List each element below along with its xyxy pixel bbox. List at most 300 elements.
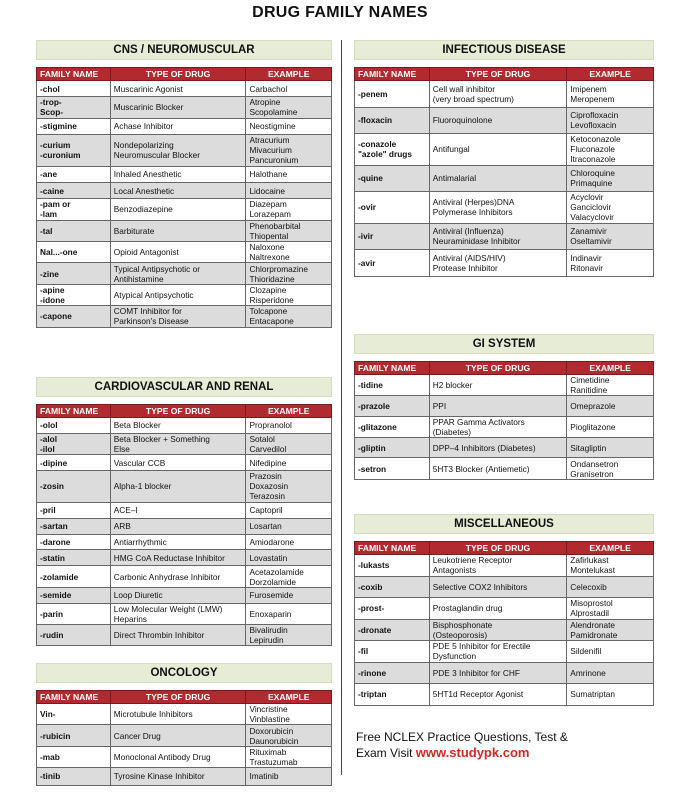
footer-line2 (356, 745, 656, 761)
example-cell (246, 306, 332, 327)
table-row (37, 284, 332, 305)
family-name-cell-line: -statin (40, 552, 65, 563)
drug-type-cell (110, 625, 246, 646)
example-cell (567, 576, 654, 598)
table-row (37, 241, 332, 262)
family-name-cell-line: -prost- (358, 603, 385, 614)
family-name-header: FAMILY NAME (37, 691, 111, 704)
family-name-cell-line: -zolamide (40, 571, 79, 582)
example-cell-line: Misoprostol (570, 598, 613, 609)
table-row (37, 550, 332, 566)
family-name-cell (37, 625, 111, 646)
family-name-cell (37, 220, 111, 241)
example-cell-line: Naltrexone (249, 252, 290, 263)
table-row (355, 416, 654, 437)
drug-type-cell-line: DPP–4 Inhibitors (Diabetes) (432, 442, 536, 453)
table-row (37, 118, 332, 134)
family-name-cell-line: -zine (40, 268, 59, 279)
drug-type-cell-line: Antifungal (432, 144, 470, 155)
family-name-cell (355, 223, 430, 250)
drug-type-cell-line: 5HT1d Receptor Agonist (432, 689, 524, 700)
family-name-cell (37, 81, 111, 97)
table-row (37, 502, 332, 518)
drug-type-cell (429, 576, 567, 598)
drug-type-cell (429, 598, 567, 620)
example-cell (567, 192, 654, 224)
example-cell-line: Vinblastine (249, 714, 290, 725)
example-cell-line: Losartan (249, 521, 282, 532)
family-name-cell-line: -avir (358, 257, 376, 268)
family-name-cell-line: -apine (40, 284, 65, 295)
type-of-drug-header: TYPE OF DRUG (429, 68, 567, 81)
table-row (37, 746, 332, 767)
type-of-drug-header: TYPE OF DRUG (110, 405, 246, 418)
drug-type-cell (110, 134, 246, 166)
family-name-cell-line: -pril (40, 505, 56, 516)
drug-table (354, 541, 654, 706)
table-row (37, 534, 332, 550)
example-cell (246, 455, 332, 471)
example-cell (246, 471, 332, 503)
example-cell (246, 220, 332, 241)
family-name-cell-line: -dipine (40, 457, 68, 468)
type-of-drug-header: TYPE OF DRUG (429, 362, 567, 375)
family-name-cell-line: -fil (358, 646, 369, 657)
drug-type-cell-line: Leukotriene Receptor (432, 555, 513, 566)
family-name-cell (37, 768, 111, 786)
drug-type-cell (110, 263, 246, 284)
table-row (37, 587, 332, 603)
example-cell (246, 704, 332, 725)
drug-type-cell (110, 768, 246, 786)
section-title: CARDIOVASCULAR AND RENAL (36, 377, 332, 397)
drug-type-cell (429, 134, 567, 166)
example-header: EXAMPLE (246, 405, 332, 418)
drug-type-cell (110, 550, 246, 566)
example-cell-line: Imipenem (570, 83, 607, 94)
example-cell-line: Omeprazole (570, 401, 616, 412)
drug-type-cell (429, 250, 567, 277)
example-cell-line: Diazepam (249, 199, 287, 210)
drug-table (354, 361, 654, 480)
drug-type-cell (110, 534, 246, 550)
drug-type-cell-line: ARB (113, 521, 131, 532)
drug-table (36, 690, 332, 786)
example-cell-line: Cimetidine (570, 375, 610, 386)
drug-type-cell (110, 182, 246, 198)
example-cell-line: Ketoconazole (570, 134, 621, 145)
table-header-row (355, 542, 654, 555)
footer (356, 729, 656, 761)
family-name-cell (37, 704, 111, 725)
drug-type-cell-line: Vascular CCB (113, 457, 166, 468)
family-name-cell (355, 684, 430, 706)
drug-type-cell-line: H2 blocker (432, 380, 473, 391)
example-cell-line: Amiodarone (249, 536, 295, 547)
family-name-cell-line: -rubicin (40, 730, 71, 741)
example-header: EXAMPLE (246, 691, 332, 704)
drug-type-cell (429, 107, 567, 134)
drug-type-cell-line: COMT Inhibitor for (113, 306, 182, 317)
family-name-cell (37, 603, 111, 624)
drug-type-cell (429, 619, 567, 641)
family-name-cell (355, 375, 430, 396)
drug-type-cell-line: Low Molecular Weight (LMW) (113, 603, 223, 614)
family-name-cell-line: -capone (40, 311, 72, 322)
table-row (355, 458, 654, 479)
drug-table (354, 67, 654, 277)
family-name-cell (355, 81, 430, 108)
example-cell-line: Naloxone (249, 242, 285, 253)
drug-type-cell-line: Typical Antipsychotic or (113, 263, 200, 274)
family-name-cell (355, 250, 430, 277)
drug-type-cell (429, 662, 567, 684)
family-name-cell (37, 241, 111, 262)
section-cardio (36, 377, 332, 646)
example-cell-line: Lidocaine (249, 185, 285, 196)
family-name-cell (355, 641, 430, 663)
family-name-cell-line: -quine (358, 173, 383, 184)
example-cell (246, 199, 332, 220)
table-row (355, 107, 654, 134)
drug-type-cell-line: Antihistamine (113, 273, 164, 284)
family-name-cell-line: "azole" drugs (358, 149, 412, 160)
example-cell (246, 746, 332, 767)
family-name-cell (37, 418, 111, 434)
table-row (355, 438, 654, 458)
table-row (355, 598, 654, 620)
family-name-cell (355, 619, 430, 641)
example-cell-line: Oseltamivir (570, 236, 612, 247)
family-name-cell (37, 97, 111, 118)
example-cell (246, 625, 332, 646)
family-name-cell-line: -tidine (358, 380, 383, 391)
example-cell-line: Chlorpromazine (249, 263, 309, 274)
drug-type-cell (110, 220, 246, 241)
example-cell (246, 768, 332, 786)
example-cell-line: Itraconazole (570, 154, 616, 165)
section-title: MISCELLANEOUS (354, 514, 654, 534)
example-cell-line: Granisetron (570, 468, 614, 479)
table-row (37, 725, 332, 746)
table-row (355, 576, 654, 598)
example-cell (246, 284, 332, 305)
drug-type-cell-line: Bisphosphonate (432, 619, 493, 630)
example-cell (567, 641, 654, 663)
family-name-cell (37, 746, 111, 767)
family-name-cell (37, 284, 111, 305)
example-cell-line: Terazosin (249, 491, 285, 502)
drug-table (36, 404, 332, 646)
table-row (37, 433, 332, 454)
family-name-cell-line: -mab (40, 751, 60, 762)
drug-type-cell (110, 455, 246, 471)
table-row (355, 223, 654, 250)
table-row (355, 81, 654, 108)
family-name-cell (355, 576, 430, 598)
example-header: EXAMPLE (246, 68, 332, 81)
family-name-header: FAMILY NAME (355, 542, 430, 555)
drug-type-cell-line: Achase Inhibitor (113, 121, 174, 132)
family-name-cell (37, 534, 111, 550)
example-cell (567, 458, 654, 479)
example-cell-line: Pioglitazone (570, 421, 616, 432)
table-row (37, 182, 332, 198)
family-name-cell (355, 416, 430, 437)
drug-type-cell-line: Microtubule Inhibitors (113, 709, 193, 720)
family-name-cell-line: -ilol (40, 444, 55, 455)
family-name-header: FAMILY NAME (37, 68, 111, 81)
family-name-cell (37, 566, 111, 587)
drug-type-cell-line: Parkinson's Disease (113, 316, 189, 327)
family-name-cell-line: -caine (40, 185, 64, 196)
example-cell-line: Alprostadil (570, 608, 610, 619)
drug-type-cell-line: Muscarinic Agonist (113, 83, 183, 94)
drug-type-cell-line: Selective COX2 Inhibitors (432, 581, 528, 592)
drug-type-cell-line: PDE 5 Inhibitor for Erectile (432, 641, 531, 652)
drug-type-cell (429, 375, 567, 396)
table-row (355, 250, 654, 277)
example-cell-line: Clozapine (249, 284, 287, 295)
section-title: ONCOLOGY (36, 663, 332, 683)
table-row (37, 199, 332, 220)
example-cell-line: Sildenifil (570, 646, 602, 657)
drug-type-cell-line: Antimalarial (432, 173, 477, 184)
example-cell-line: Halothane (249, 169, 288, 180)
family-name-cell-line: -gliptin (358, 442, 386, 453)
table-row (355, 555, 654, 577)
example-cell-line: Indinavir (570, 252, 602, 263)
family-name-cell (355, 458, 430, 479)
section-title: CNS / NEUROMUSCULAR (36, 40, 332, 60)
family-name-cell-line: -curonium (40, 150, 81, 161)
example-cell (246, 118, 332, 134)
drug-table (36, 67, 332, 328)
family-name-header: FAMILY NAME (355, 362, 430, 375)
drug-type-cell-line: (very broad spectrum) (432, 93, 514, 104)
drug-type-cell (110, 587, 246, 603)
drug-type-cell-line: Cancer Drug (113, 730, 161, 741)
example-cell (246, 502, 332, 518)
example-cell-line: Atropine (249, 97, 281, 108)
drug-type-cell (110, 746, 246, 767)
family-name-cell (355, 598, 430, 620)
example-cell-line: Sotalol (249, 434, 275, 445)
family-name-cell (355, 396, 430, 416)
example-cell-line: Daunorubicin (249, 735, 299, 746)
footer-url[interactable]: www.studypk.com (415, 745, 530, 760)
drug-type-cell (110, 306, 246, 327)
example-cell (246, 725, 332, 746)
drug-type-cell-line: Heparins (113, 613, 147, 624)
family-name-cell (37, 550, 111, 566)
drug-type-cell (429, 555, 567, 577)
family-name-cell (37, 725, 111, 746)
table-header-row (355, 362, 654, 375)
example-cell (246, 433, 332, 454)
example-cell-line: Mivacurium (249, 145, 292, 156)
example-cell-line: Tolcapone (249, 306, 288, 317)
drug-type-cell (429, 458, 567, 479)
family-name-cell (37, 199, 111, 220)
table-row (37, 306, 332, 327)
drug-type-cell-line: Cell wall inhibitor (432, 83, 496, 94)
section-onco (36, 663, 332, 786)
table-row (355, 619, 654, 641)
table-row (355, 192, 654, 224)
example-header: EXAMPLE (567, 68, 654, 81)
section-misc (354, 514, 654, 706)
example-cell-line: Ciprofloxacin (570, 110, 619, 121)
example-cell-line: Doxazosin (249, 481, 289, 492)
family-name-cell-line: -parin (40, 608, 64, 619)
family-name-cell (37, 502, 111, 518)
drug-type-cell (110, 118, 246, 134)
table-row (355, 375, 654, 396)
drug-type-cell (110, 433, 246, 454)
example-cell-line: Captopril (249, 505, 283, 516)
example-cell (246, 587, 332, 603)
family-name-cell (37, 587, 111, 603)
family-name-header: FAMILY NAME (355, 68, 430, 81)
drug-type-cell-line: ACE–I (113, 505, 138, 516)
drug-type-cell-line: Muscarinic Blocker (113, 102, 184, 113)
drug-type-cell-line: Opioid Antagonist (113, 247, 179, 258)
example-cell-line: Ritonavir (570, 262, 604, 273)
example-cell (567, 107, 654, 134)
example-cell (246, 182, 332, 198)
drug-type-cell (429, 416, 567, 437)
example-cell (246, 534, 332, 550)
page-title: DRUG FAMILY NAMES (252, 4, 428, 21)
example-cell (567, 598, 654, 620)
family-name-cell-line: -sartan (40, 521, 68, 532)
drug-type-cell (110, 471, 246, 503)
example-cell (246, 603, 332, 624)
drug-type-cell (429, 684, 567, 706)
example-cell (246, 566, 332, 587)
drug-type-cell-line: Antagonists (432, 565, 477, 576)
family-name-cell-line: -darone (40, 536, 71, 547)
drug-type-cell-line: Beta Blocker + Something (113, 434, 210, 445)
example-cell (246, 418, 332, 434)
drug-type-cell-line: Carbonic Anhydrase Inhibitor (113, 571, 221, 582)
drug-type-cell (429, 438, 567, 458)
example-cell-line: Pamidronate (570, 629, 618, 640)
table-row (37, 97, 332, 118)
table-header-row (37, 691, 332, 704)
family-name-cell-line: -lam (40, 209, 58, 220)
type-of-drug-header: TYPE OF DRUG (110, 68, 246, 81)
family-name-cell (37, 433, 111, 454)
drug-type-cell-line: Direct Thrombin Inhibitor (113, 630, 205, 641)
example-cell-line: Ondansetron (570, 458, 619, 469)
section-cns (36, 40, 332, 328)
family-name-cell-line: -zosin (40, 481, 64, 492)
drug-type-cell-line: Antiarrhythmic (113, 536, 167, 547)
example-cell-line: Furosemide (249, 590, 294, 601)
family-name-cell-line: -alol (40, 434, 58, 445)
family-name-cell-line: -triptan (358, 689, 387, 700)
example-cell (246, 241, 332, 262)
example-cell-line: Valacyclovir (570, 212, 614, 223)
family-name-cell-line: -curium (40, 140, 71, 151)
drug-type-cell-line: Antiviral (Influenza) (432, 226, 504, 237)
example-cell (246, 263, 332, 284)
drug-type-cell-line: Atypical Antipsychotic (113, 289, 194, 300)
family-name-cell-line: Vin- (40, 709, 56, 720)
example-cell (567, 438, 654, 458)
family-name-cell-line: -floxacin (358, 115, 393, 126)
example-cell-line: Zanamivir (570, 226, 607, 237)
table-row (37, 704, 332, 725)
drug-type-cell (110, 566, 246, 587)
section-gi (354, 334, 654, 480)
table-row (37, 418, 332, 434)
example-cell-line: Lepirudin (249, 635, 284, 646)
family-name-cell-line: -penem (358, 88, 388, 99)
example-cell (246, 81, 332, 97)
drug-type-cell (429, 396, 567, 416)
example-cell-line: Bivalirudin (249, 625, 288, 636)
example-cell-line: Neostigmine (249, 121, 296, 132)
example-cell-line: Phenobarbital (249, 220, 301, 231)
drug-type-cell-line: PPAR Gamma Activators (432, 416, 525, 427)
example-cell-line: Chloroquine (570, 168, 616, 179)
drug-type-cell (110, 97, 246, 118)
drug-type-cell (110, 81, 246, 97)
drug-type-cell (429, 641, 567, 663)
family-name-cell (355, 192, 430, 224)
table-header-row (37, 68, 332, 81)
example-cell (567, 134, 654, 166)
example-cell (246, 166, 332, 182)
example-cell-line: Carbachol (249, 83, 288, 94)
family-name-cell-line: -setron (358, 463, 387, 474)
family-name-cell (37, 134, 111, 166)
example-cell (567, 81, 654, 108)
family-name-cell (355, 662, 430, 684)
example-cell-line: Enoxaparin (249, 608, 292, 619)
example-cell (567, 662, 654, 684)
family-name-cell-line: -olol (40, 420, 58, 431)
drug-type-cell-line: Protease Inhibitor (432, 262, 498, 273)
table-header-row (355, 68, 654, 81)
family-name-cell (37, 182, 111, 198)
family-name-cell (37, 166, 111, 182)
example-cell (246, 134, 332, 166)
family-name-cell-line: -coxib (358, 581, 383, 592)
example-cell (246, 550, 332, 566)
example-cell-line: Levofloxacin (570, 120, 617, 131)
table-row (37, 471, 332, 503)
example-cell-line: Pancuronium (249, 155, 299, 166)
family-name-cell (37, 118, 111, 134)
section-infect (354, 40, 654, 277)
family-name-cell-line: -ivir (358, 231, 374, 242)
example-cell-line: Imatinib (249, 771, 279, 782)
family-name-cell (355, 555, 430, 577)
type-of-drug-header: TYPE OF DRUG (110, 691, 246, 704)
example-cell-line: Scopolamine (249, 107, 298, 118)
section-title: INFECTIOUS DISEASE (354, 40, 654, 60)
table-row (37, 768, 332, 786)
example-cell-line: Lovastatin (249, 552, 288, 563)
example-cell-line: Acetazolamide (249, 566, 304, 577)
example-cell-line: Sitagliptin (570, 442, 607, 453)
family-name-cell (37, 263, 111, 284)
column-divider (341, 40, 342, 775)
